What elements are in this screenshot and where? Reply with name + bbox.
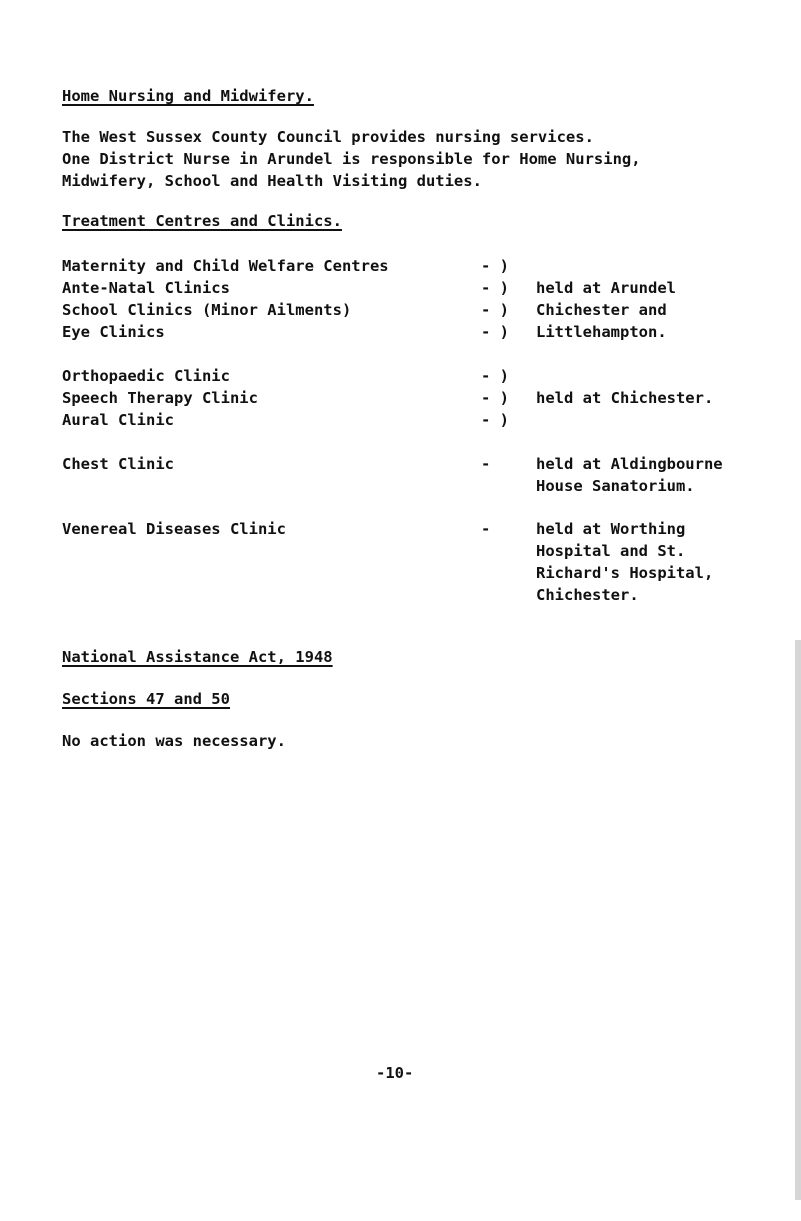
clinic-name: Maternity and Child Welfare Centres	[62, 257, 389, 275]
location-text: Chichester.	[536, 586, 639, 604]
location-text: held at Chichester.	[536, 389, 714, 407]
paragraph-line: One District Nurse in Arundel is responsible for Home Nursing,	[62, 150, 641, 168]
bracket-mark: - )	[481, 257, 509, 275]
page-number: -10-	[376, 1064, 414, 1082]
location-text: Littlehampton.	[536, 323, 667, 341]
location-text: held at Worthing	[536, 520, 686, 538]
bracket-mark: - )	[481, 367, 509, 385]
clinic-name: Speech Therapy Clinic	[62, 389, 258, 407]
location-text: Hospital and St.	[536, 542, 686, 560]
section-heading-national-assistance: National Assistance Act, 1948	[62, 648, 333, 666]
location-text: Chichester and	[536, 301, 667, 319]
clinic-name: Eye Clinics	[62, 323, 165, 341]
clinic-name: Ante-Natal Clinics	[62, 279, 230, 297]
location-text: held at Aldingbourne	[536, 455, 723, 473]
location-text: held at Arundel	[536, 279, 676, 297]
scan-edge-shadow	[795, 640, 801, 1200]
dash-mark: -	[481, 455, 491, 473]
bracket-mark: - )	[481, 411, 509, 429]
location-text: Richard's Hospital,	[536, 564, 714, 582]
clinic-name: Orthopaedic Clinic	[62, 367, 230, 385]
section-heading-treatment-centres: Treatment Centres and Clinics.	[62, 212, 342, 230]
bracket-mark: - )	[481, 389, 509, 407]
body-text: No action was necessary.	[62, 732, 286, 750]
bracket-mark: - )	[481, 323, 509, 341]
section-subheading: Sections 47 and 50	[62, 690, 230, 708]
section-heading-home-nursing: Home Nursing and Midwifery.	[62, 87, 314, 105]
location-text: House Sanatorium.	[536, 477, 695, 495]
bracket-mark: - )	[481, 301, 509, 319]
clinic-name: Aural Clinic	[62, 411, 174, 429]
paragraph-line: The West Sussex County Council provides nursing services.	[62, 128, 594, 146]
clinic-name: Chest Clinic	[62, 455, 174, 473]
clinic-name: Venereal Diseases Clinic	[62, 520, 286, 538]
dash-mark: -	[481, 520, 491, 538]
clinic-name: School Clinics (Minor Ailments)	[62, 301, 352, 319]
bracket-mark: - )	[481, 279, 509, 297]
paragraph-line: Midwifery, School and Health Visiting duties.	[62, 172, 482, 190]
